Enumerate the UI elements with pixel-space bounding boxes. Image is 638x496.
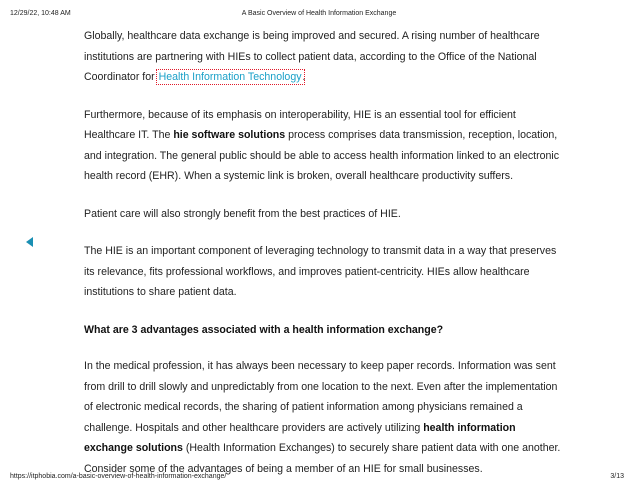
paragraph-hie-overview [84, 26, 564, 88]
print-header [0, 10, 638, 20]
print-title: A Basic Overview of Health Information Exchange [241, 10, 397, 17]
print-url: https://itphobia.com/a-basic-overview-of-health-information-exchange/ [10, 473, 227, 480]
paragraph-patient-care: Patient care will also strongly benefit from the best practices of HIE. [84, 207, 401, 220]
paragraph-text: . [302, 71, 306, 83]
print-footer [0, 473, 638, 483]
paragraph-hie-component: The HIE is an important component of leveraging technology to transmit data in a way that preserves its relevance, fits professional workflows, and improves patient-centricity. HIEs allow healthcare institutions to share patient data. [84, 245, 557, 298]
chevron-left-icon[interactable] [26, 237, 33, 247]
paragraph-text: process comprises data transmission, reception, location, and integration. The general public should be able to access health information linked to an electronic health record (EHR). When a systemic link is broken, overall healthcare productivity suffers. [84, 129, 560, 182]
paragraph-text: Globally, healthcare data exchange is being improved and secured. A rising number of healthcare institutions are partnering with HIEs to collect patient data, according to the Office of the National Coordinator for [84, 30, 540, 83]
health-information-technology-link[interactable]: Health Information Technology [158, 71, 302, 83]
bold-hie-software-solutions: hie software solutions [173, 129, 286, 141]
print-datetime: 12/29/22, 10:48 AM [10, 10, 71, 17]
paragraph-text: In the medical profession, it has always been necessary to keep paper records. Information was sent from drill to drill slowly and unpredictably from one location to the next. Even after the implementation of electronic medical records, the sharing of patient information among physicians remained a challenge. Hospitals and other healthcare providers are actively utilizing [84, 360, 558, 434]
paragraph-text: Furthermore, because of its emphasis on interoperability, HIE is an essential tool for efficient Healthcare IT. The [84, 108, 516, 141]
paragraph-text: (Health Information Exchanges) to securely share patient data with one another. Consider some of the advantages of being a member of an HIE for small businesses. [84, 442, 561, 475]
paragraph-paper-records [84, 356, 564, 479]
section-heading: What are 3 advantages associated with a health information exchange? [84, 323, 444, 336]
page-number: 3/13 [610, 473, 624, 480]
article-body [84, 26, 564, 496]
bold-health-information-exchange-solutions: health information exchange solutions [84, 421, 516, 454]
paragraph-interoperability [84, 105, 564, 187]
